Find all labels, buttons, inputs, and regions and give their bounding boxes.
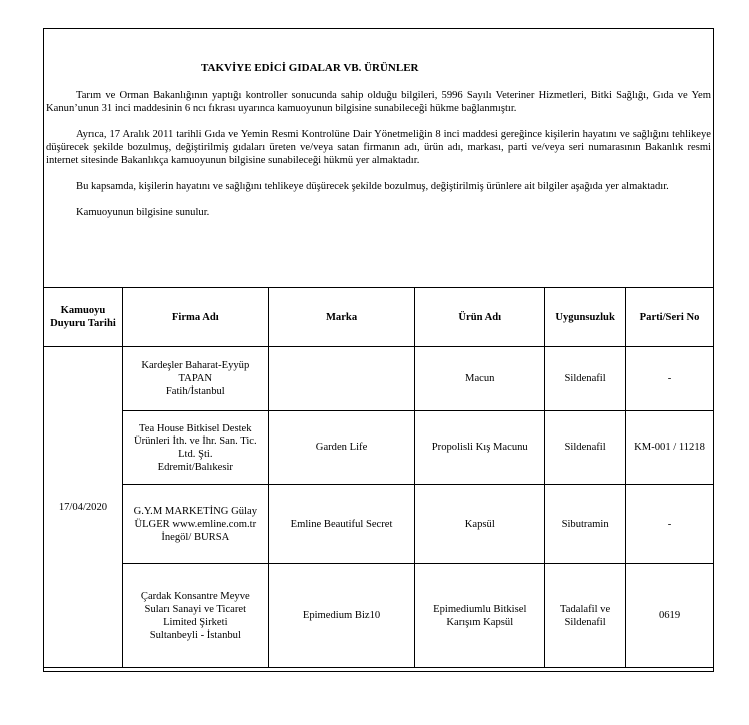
company-line: TAPAN [178, 373, 213, 384]
header-lot: Parti/Seri No [626, 288, 714, 347]
company-line: Tea House Bitkisel Destek [139, 422, 252, 434]
header-brand: Marka [268, 288, 415, 347]
nonconformity-cell [545, 564, 626, 668]
nonconformity-cell: Sildenafil [545, 347, 626, 411]
header-date: Kamuoyu Duyuru Tarihi [44, 288, 123, 347]
company-line: Fatih/İstanbul [165, 386, 225, 397]
paragraph-law: Tarım ve Orman Bakanlığının yaptığı kontroller sonucunda sahip olduğu bilgileri, 5996 Sayılı Veteriner Hizmetleri, Bitki Sağlığı, Gıda ve Yem Kanun’unun 31 inci maddesinin 6 ncı fıkrası uyarınca kamuoyunun bilgisine sunabileceği hükme bağlanmıştır. [46, 90, 711, 114]
nonconformity-cell: Sibutramin [545, 485, 626, 564]
lot-cell: - [626, 347, 714, 411]
brand-cell: Epimedium Biz10 [268, 564, 415, 668]
brand-cell: Garden Life [268, 411, 415, 485]
lot-cell: KM-001 / 11218 [626, 411, 714, 485]
lot-cell: 0619 [626, 564, 714, 668]
announcement-date: 17/04/2020 [44, 347, 123, 668]
table-row [44, 347, 714, 411]
nonconformity-line: Sildenafil [564, 616, 606, 628]
company-line: Sultanbeyli - İstanbul [149, 629, 241, 641]
product-line: Karışım Kapsül [446, 616, 514, 628]
table-row [44, 564, 714, 668]
company-cell [122, 411, 268, 485]
document-title: TAKVİYE EDİCİ GIDALAR VB. ÜRÜNLER [201, 62, 419, 74]
header-nonconformity: Uygunsuzluk [545, 288, 626, 347]
brand-cell: Emline Beautiful Secret [268, 485, 415, 564]
notice-text: Kamuoyunun bilgisine sunulur. [76, 207, 210, 218]
company-line: G.Y.M MARKETİNG Gülay [133, 505, 257, 517]
paragraph-scope: Bu kapsamda, kişilerin hayatını ve sağlığını tehlikeye düşürecek şekilde bozulmuş, değiştirilmiş ürünlere ait bilgiler aşağıda yer almaktadır. [76, 181, 669, 192]
company-line: Çardak Konsantre Meyve [140, 590, 250, 602]
table-row [44, 485, 714, 564]
product-cell: Kapsül [415, 485, 545, 564]
product-cell: Propolisli Kış Macunu [415, 411, 545, 485]
document-frame [43, 28, 714, 672]
header-company: Firma Adı [122, 288, 268, 347]
company-cell [122, 485, 268, 564]
company-line: İnegöl/ BURSA [161, 531, 230, 543]
company-line: ÜLGER www.emline.com.tr [134, 518, 257, 530]
intro-section [44, 29, 713, 287]
header-product: Ürün Adı [415, 288, 545, 347]
nonconformity-cell: Sildenafil [545, 411, 626, 485]
company-cell [122, 347, 268, 411]
product-cell [415, 564, 545, 668]
table-row [44, 411, 714, 485]
company-line: Suları Sanayi ve Ticaret [144, 603, 247, 615]
company-cell [122, 564, 268, 668]
lot-cell: - [626, 485, 714, 564]
table-header-row [44, 288, 714, 347]
paragraph-regulation: Ayrıca, 17 Aralık 2011 tarihli Gıda ve Yemin Resmi Kontrolüne Dair Yönetmeliğin 8 inci maddesi gereğince kişilerin hayatını ve sağlığını tehlikeye düşürecek şekilde bozulmuş, değiştirilmiş gıdaları üreten ve/veya satan firmanın adı, ürün adı, markası, parti ve/veya seri numarasının Bakanlık resmi internet sitesinde Bakanlıkça kamuoyunun bilgisine sunabileceği hükmü yer almaktadır. [46, 129, 711, 166]
company-line: Edremit/Balıkesir [157, 461, 233, 473]
nonconformity-line: Tadalafil ve [560, 603, 611, 615]
brand-cell [268, 347, 415, 411]
company-line: Limited Şirketi [163, 616, 228, 628]
product-line: Epimediumlu Bitkisel [433, 603, 527, 615]
company-line: Ürünleri İth. ve İhr. San. Tic. [133, 435, 257, 447]
product-cell: Macun [415, 347, 545, 411]
company-line: Kardeşler Baharat-Eyyüp [141, 360, 250, 371]
products-table [43, 287, 714, 668]
company-line: Ltd. Şti. [178, 448, 213, 460]
